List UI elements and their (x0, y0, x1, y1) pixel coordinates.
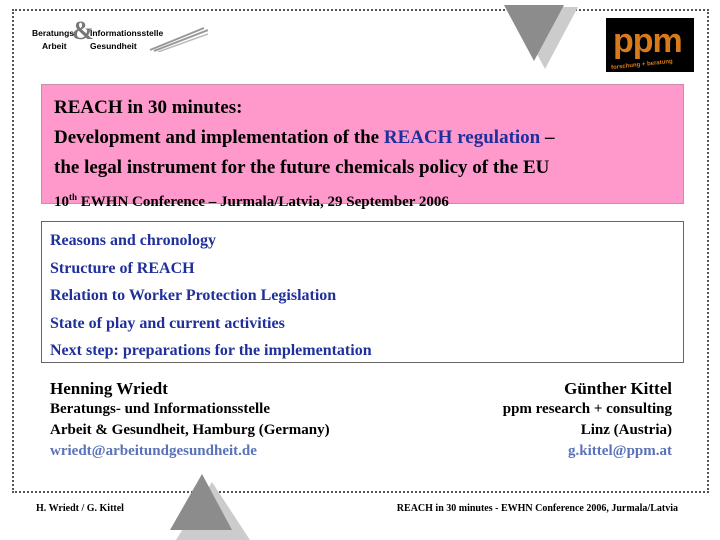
author-left-email[interactable]: wriedt@arbeitundgesundheit.de (50, 443, 257, 459)
title-line-2 (54, 123, 671, 153)
conference-line (54, 183, 671, 216)
logo-beratungsstelle (30, 16, 200, 58)
author-right (503, 378, 672, 462)
title-line-2-pre: Development and implementation of the (54, 127, 380, 148)
triangle-down-icon (500, 5, 580, 71)
author-right-place: Linz (Austria) (580, 422, 672, 438)
title-highlight: REACH regulation (383, 127, 541, 148)
author-right-name: Günther Kittel (564, 379, 672, 398)
footer-authors: H. Wriedt / G. Kittel (36, 503, 124, 514)
author-left (50, 378, 330, 462)
author-left-place: Arbeit & Gesundheit, Hamburg (Germany) (50, 422, 330, 438)
title-line-2-post: – (545, 127, 555, 148)
logo-ppm (606, 18, 694, 72)
title-line-3: the legal instrument for the future chemicals policy of the EU (54, 157, 550, 178)
logo-ppm-text: ppm (613, 22, 682, 60)
agenda-box (41, 221, 684, 363)
author-right-org: ppm research + consulting (502, 401, 672, 417)
agenda-item: Next step: preparations for the implementation (50, 342, 372, 359)
triangle-up-icon (166, 474, 252, 540)
title-line-1: REACH in 30 minutes: (54, 97, 243, 118)
conference-details: EWHN Conference – Jurmala/Latvia, 29 September 2006 (80, 194, 449, 210)
author-left-org: Beratungs- und Informationsstelle (50, 401, 271, 417)
agenda-item: Structure of REACH (50, 259, 195, 277)
logo-word-gesundheit: Gesundheit (90, 41, 137, 51)
logo-stripes-icon (148, 26, 208, 52)
agenda-item: Reasons and chronology (50, 232, 216, 249)
logo-word-informationsstelle: Informationsstelle (90, 28, 164, 38)
author-left-name: Henning Wriedt (50, 379, 168, 398)
footer-title: REACH in 30 minutes - EWHN Conference 2006, Jurmala/Latvia (396, 503, 678, 514)
title-box (41, 84, 684, 210)
author-right-email[interactable]: g.kittel@ppm.at (568, 443, 672, 459)
agenda-item: Relation to Worker Protection Legislation (50, 287, 337, 304)
logo-ppm-tagline: forschung + beratung (610, 58, 673, 72)
agenda-item: State of play and current activities (50, 314, 285, 332)
conference-number: 10 (54, 194, 69, 210)
logo-word-arbeit: Arbeit (42, 41, 67, 51)
logo-word-beratungs: Beratungs (32, 28, 75, 38)
conference-ordinal: th (69, 192, 78, 202)
logo-ampersand: & (72, 16, 94, 45)
